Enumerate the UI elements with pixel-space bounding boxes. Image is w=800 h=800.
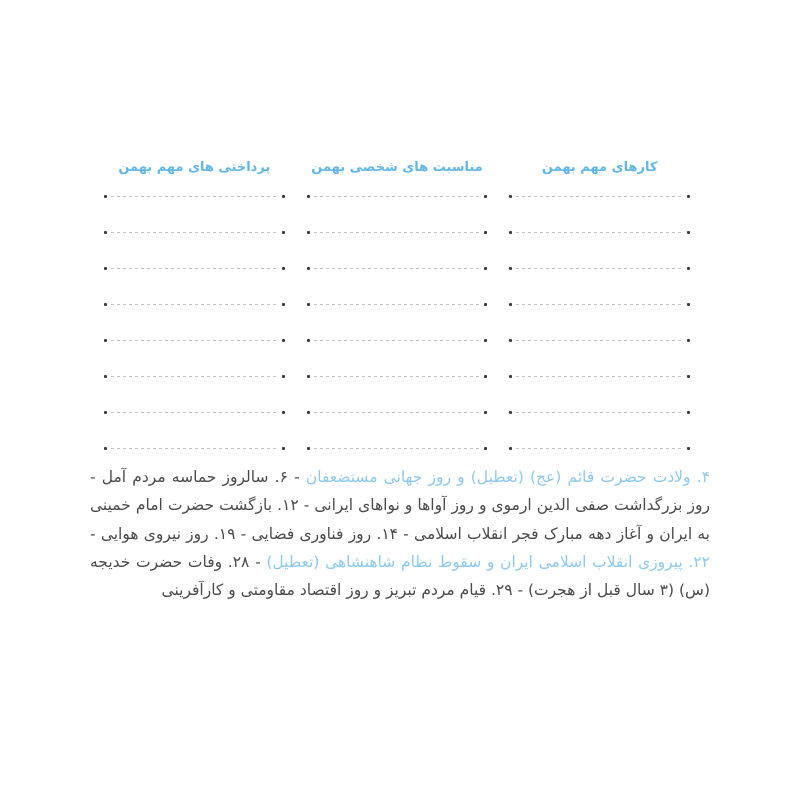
ruled-line [509, 196, 690, 232]
line-end-dot [687, 339, 690, 342]
line-end-dot [509, 447, 512, 450]
line-end-dot [104, 303, 107, 306]
column-header-personal-occasions: مناسبت های شخصی بهمن [311, 160, 483, 175]
line-end-dot [282, 231, 285, 234]
ruled-line [307, 340, 488, 376]
line-end-dot [282, 411, 285, 414]
line-end-dot [687, 231, 690, 234]
line-end-dot [509, 231, 512, 234]
column-important-payments [104, 158, 285, 484]
line-end-dot [307, 339, 310, 342]
line-end-dot [104, 411, 107, 414]
dotted-rule [111, 304, 278, 305]
dotted-rule [516, 376, 683, 377]
dotted-rule [314, 340, 481, 341]
dotted-rule [516, 196, 683, 197]
line-end-dot [484, 195, 487, 198]
line-end-dot [687, 303, 690, 306]
dotted-rule [516, 412, 683, 413]
line-end-dot [509, 267, 512, 270]
line-end-dot [484, 267, 487, 270]
column-important-tasks [509, 158, 690, 484]
ruled-line [307, 412, 488, 448]
dotted-rule [314, 304, 481, 305]
column-header-important-payments: پرداختی های مهم بهمن [118, 160, 271, 175]
dotted-rule [516, 304, 683, 305]
line-end-dot [104, 375, 107, 378]
dotted-rule [111, 232, 278, 233]
ruled-line [104, 340, 285, 376]
line-end-dot [509, 303, 512, 306]
line-end-dot [282, 447, 285, 450]
ruled-line [509, 232, 690, 268]
dotted-rule [314, 376, 481, 377]
month-events-paragraph [90, 463, 710, 604]
ruled-line [307, 376, 488, 412]
ruled-lines-personal-occasions [307, 180, 488, 484]
ruled-line [307, 196, 488, 232]
ruled-line [307, 232, 488, 268]
column-personal-occasions [307, 158, 488, 484]
dotted-rule [111, 376, 278, 377]
line-end-dot [687, 195, 690, 198]
holiday-event-text: ۲۲. پیروزی انقلاب اسلامی ایران و سقوط نظام شاهنشاهی (تعطیل) [266, 552, 710, 571]
ruled-line [104, 376, 285, 412]
column-header-important-tasks: کارهای مهم بهمن [541, 160, 658, 175]
dotted-rule [111, 448, 278, 449]
dotted-rule [314, 412, 481, 413]
dotted-rule [516, 232, 683, 233]
dotted-rule [111, 340, 278, 341]
line-end-dot [307, 231, 310, 234]
dotted-rule [314, 268, 481, 269]
ruled-line [307, 304, 488, 340]
holiday-event-text: ۴. ولادت حضرت قائم (عج) (تعطیل) و روز جهانی مستضعفان [305, 468, 711, 486]
line-end-dot [104, 195, 107, 198]
ruled-line [509, 376, 690, 412]
ruled-line [509, 340, 690, 376]
line-end-dot [307, 447, 310, 450]
ruled-lines-important-payments [104, 180, 285, 484]
line-end-dot [484, 447, 487, 450]
line-end-dot [282, 303, 285, 306]
planner-columns [104, 158, 690, 484]
event-text: - ۶. سالروز حماسه مردم آمل - روز بزرگداشت صفی الدین ارموی و روز آواها و نواهای ایرانی - ۱۲. بازگشت حضرت امام خمینی به ایران و آغاز دهه مبارک فجر انقلاب اسلامی - ۱۴. روز فناوری فضایی - ۱۹. روز نیروی هوایی - [90, 468, 710, 543]
line-end-dot [509, 411, 512, 414]
line-end-dot [509, 375, 512, 378]
event-text: - ۲۸. وفات حضرت خدیجه (س) (۳ سال قبل از هجرت) - ۲۹. قیام مردم تبریز و روز اقتصاد مقاومتی و کارآفرینی [90, 552, 710, 600]
line-end-dot [509, 339, 512, 342]
dotted-rule [111, 412, 278, 413]
dotted-rule [314, 448, 481, 449]
ruled-lines-important-tasks [509, 180, 690, 484]
line-end-dot [104, 447, 107, 450]
line-end-dot [484, 375, 487, 378]
ruled-line [509, 412, 690, 448]
line-end-dot [282, 375, 285, 378]
ruled-line [509, 268, 690, 304]
line-end-dot [687, 375, 690, 378]
line-end-dot [307, 375, 310, 378]
dotted-rule [314, 232, 481, 233]
dotted-rule [314, 196, 481, 197]
dotted-rule [516, 268, 683, 269]
ruled-line [104, 232, 285, 268]
line-end-dot [282, 195, 285, 198]
dotted-rule [516, 448, 683, 449]
line-end-dot [307, 303, 310, 306]
dotted-rule [516, 340, 683, 341]
ruled-line [509, 304, 690, 340]
line-end-dot [104, 231, 107, 234]
line-end-dot [282, 339, 285, 342]
ruled-line [104, 268, 285, 304]
ruled-line [104, 196, 285, 232]
line-end-dot [484, 339, 487, 342]
line-end-dot [687, 447, 690, 450]
dotted-rule [111, 196, 278, 197]
line-end-dot [307, 267, 310, 270]
line-end-dot [484, 231, 487, 234]
line-end-dot [687, 267, 690, 270]
line-end-dot [509, 195, 512, 198]
ruled-line [307, 268, 488, 304]
ruled-line [104, 304, 285, 340]
line-end-dot [104, 267, 107, 270]
line-end-dot [104, 339, 107, 342]
line-end-dot [307, 195, 310, 198]
line-end-dot [687, 411, 690, 414]
line-end-dot [282, 267, 285, 270]
line-end-dot [307, 411, 310, 414]
dotted-rule [111, 268, 278, 269]
line-end-dot [484, 303, 487, 306]
line-end-dot [484, 411, 487, 414]
ruled-line [104, 412, 285, 448]
